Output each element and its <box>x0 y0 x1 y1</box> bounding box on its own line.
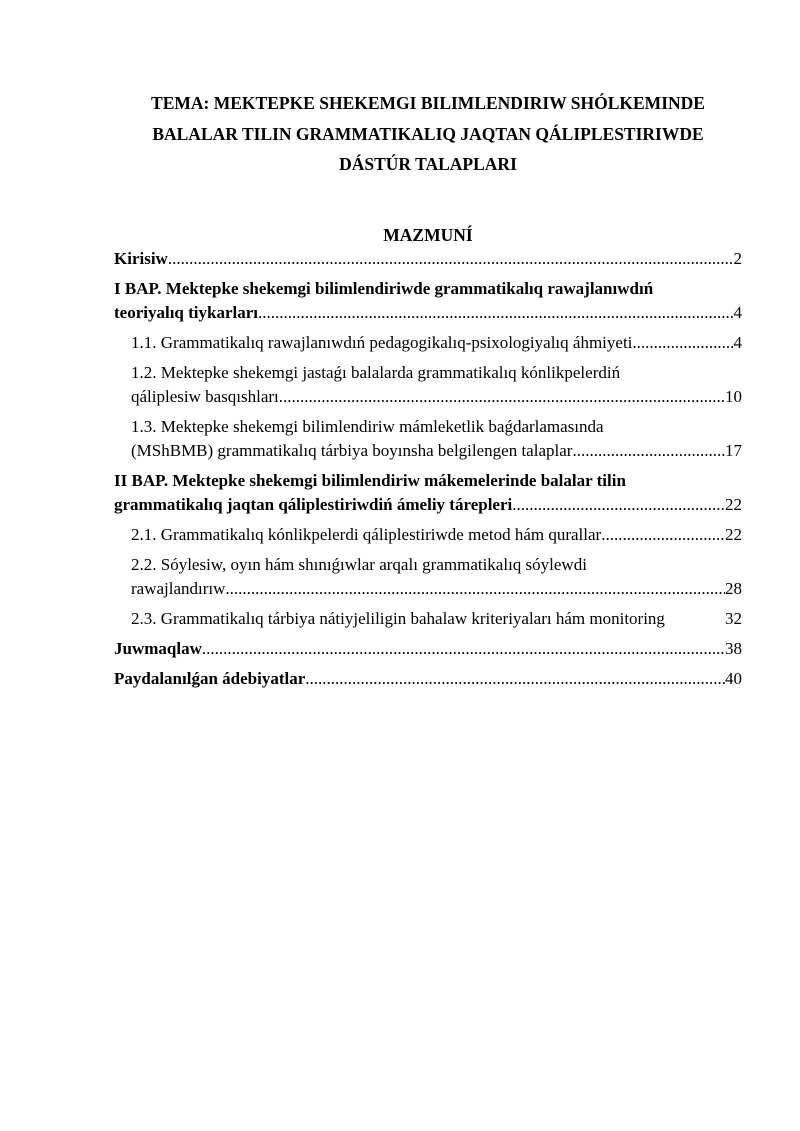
toc-page-number: 2 <box>733 248 742 268</box>
title-line-1: TEMA: MEKTEPKE SHEKEMGI BILIMLENDIRIW SHÓLKEMINDE <box>151 93 705 113</box>
toc-entry-line <box>114 493 742 517</box>
toc-page-number: 17 <box>725 440 742 460</box>
dot-leader <box>601 523 725 547</box>
table-of-contents <box>114 247 742 691</box>
toc-entry-text-block <box>114 667 742 691</box>
title-line-3: DÁSTÚR TALAPLARI <box>339 154 517 174</box>
title-line-2: BALALAR TILIN GRAMMATIKALIQ JAQTAN QÁLIPLESTIRIWDE <box>152 123 704 144</box>
toc-entry-label: teoriyalıq tiykarları <box>114 302 259 322</box>
toc-page-number: 22 <box>725 524 742 544</box>
toc-heading: MAZMUNÍ <box>383 224 473 245</box>
toc-entry-label: Juwmaqlaw <box>114 638 202 658</box>
toc-page-number: 38 <box>725 638 742 658</box>
toc-entry-first-line: 1.2. Mektepke shekemgi jastaǵı balalarda grammatikalıq kónlikpelerdiń <box>131 362 621 382</box>
toc-page-number: 10 <box>725 386 742 406</box>
toc-entry-label: rawajlandırıw <box>131 578 226 598</box>
toc-entry[interactable] <box>114 553 742 601</box>
toc-entry-line <box>131 385 742 409</box>
toc-page-number: 22 <box>725 494 742 514</box>
toc-entry-label: (MShBMB) grammatikalıq tárbiya boyınsha belgilengen talaplar <box>131 440 573 460</box>
toc-entry-text-block <box>131 415 742 463</box>
toc-entry-label: 2.3. Grammatikalıq tárbiya nátiyjeliligin bahalaw kriteriyaları hám monitoring <box>131 608 665 628</box>
toc-entry[interactable] <box>114 361 742 409</box>
dot-leader <box>225 577 725 601</box>
toc-entry-first-line: I BAP. Mektepke shekemgi bilimlendiriwde grammatikalıq rawajlanıwdıń <box>114 278 654 298</box>
toc-entry-first-line: 1.3. Mektepke shekemgi bilimlendiriw mámleketlik baǵdarlamasında <box>131 416 604 436</box>
toc-entry-text-block <box>131 331 742 355</box>
toc-page-number: 4 <box>733 332 742 352</box>
toc-entry-text-block <box>131 361 742 409</box>
toc-page-number: 28 <box>725 578 742 598</box>
toc-entry-line <box>131 439 742 463</box>
toc-page-number: 4 <box>733 302 742 322</box>
toc-entry[interactable] <box>114 469 742 517</box>
toc-entry-first-line: 2.2. Sóylesiw, oyın hám shınıǵıwlar arqalı grammatikalıq sóylewdi <box>131 554 587 574</box>
toc-entry-label: Paydalanılǵan ádebiyatlar <box>114 668 306 688</box>
toc-entry-text-block <box>114 277 742 325</box>
toc-entry-text-block <box>131 607 742 631</box>
toc-page-number: 32 <box>725 608 742 628</box>
toc-entry[interactable] <box>114 607 742 631</box>
toc-entry-line <box>114 637 742 661</box>
document-title <box>114 88 742 180</box>
dot-leader <box>305 667 725 691</box>
dot-leader <box>632 331 733 355</box>
toc-entry-label: Kirisiw <box>114 248 168 268</box>
dot-leader <box>258 301 733 325</box>
toc-entry-text-block <box>131 553 742 601</box>
toc-entry-text-block <box>114 637 742 661</box>
toc-entry-line <box>114 667 742 691</box>
toc-entry-first-line: II BAP. Mektepke shekemgi bilimlendiriw mákemelerinde balalar tilin <box>114 470 626 490</box>
toc-entry[interactable] <box>114 523 742 547</box>
toc-page-number: 40 <box>725 668 742 688</box>
dot-leader <box>168 247 734 271</box>
toc-entry-text-block <box>114 469 742 517</box>
dot-leader <box>202 637 725 661</box>
toc-entry-text-block <box>131 523 742 547</box>
toc-entry[interactable] <box>114 415 742 463</box>
toc-entry-label: grammatikalıq jaqtan qáliplestiriwdiń ámeliy tárepleri <box>114 494 513 514</box>
toc-entry-line <box>114 301 742 325</box>
toc-entry-label: qáliplesiw basqıshları <box>131 386 279 406</box>
toc-entry-line <box>131 331 742 355</box>
toc-entry-text-block <box>114 247 742 271</box>
dot-leader <box>512 493 725 517</box>
toc-entry-label: 2.1. Grammatikalıq kónlikpelerdi qáliplestiriwde metod hám qurallar <box>131 524 602 544</box>
toc-entry[interactable] <box>114 331 742 355</box>
toc-entry-line <box>114 247 742 271</box>
toc-entry[interactable] <box>114 277 742 325</box>
toc-entry-line <box>131 607 742 631</box>
toc-entry[interactable] <box>114 667 742 691</box>
toc-entry[interactable] <box>114 637 742 661</box>
toc-entry-label: 1.1. Grammatikalıq rawajlanıwdıń pedagogikalıq-psixologiyalıq áhmiyeti <box>131 332 633 352</box>
toc-entry-line <box>131 577 742 601</box>
dot-leader <box>279 385 725 409</box>
toc-entry[interactable] <box>114 247 742 271</box>
dot-leader <box>572 439 725 463</box>
toc-entry-line <box>131 523 742 547</box>
